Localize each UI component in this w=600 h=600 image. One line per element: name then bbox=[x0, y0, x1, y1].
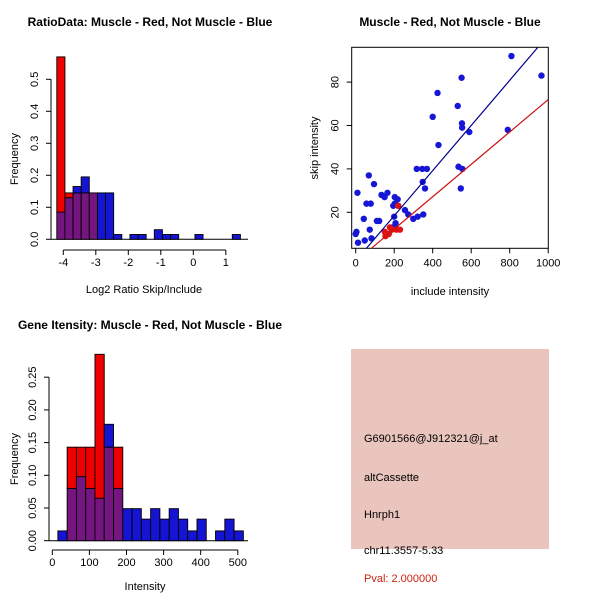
y-tick-label: 0.05 bbox=[27, 497, 39, 519]
x-tick-label: 1000 bbox=[535, 257, 561, 270]
y-tick-label: 0.10 bbox=[27, 464, 39, 487]
x-tick-label: 600 bbox=[462, 257, 481, 270]
x-tick-label: 1 bbox=[222, 257, 229, 269]
scatter-point-blue bbox=[361, 216, 367, 222]
histogram-bar-blue bbox=[97, 193, 105, 239]
x-tick-label: 100 bbox=[80, 557, 99, 569]
histogram-bar-overlap bbox=[65, 198, 73, 240]
histogram-bar-blue bbox=[130, 235, 138, 240]
histogram-bar-blue bbox=[178, 519, 187, 541]
scatter-point-blue bbox=[366, 172, 372, 178]
histogram-bar-overlap bbox=[73, 193, 81, 239]
gene-intensity-histogram-title: Gene Itensity: Muscle - Red, Not Muscle - Blue bbox=[17, 318, 283, 332]
histogram-bar-blue bbox=[197, 519, 206, 541]
gene-intensity-histogram-plot bbox=[0, 300, 300, 600]
x-tick-label: 400 bbox=[191, 557, 210, 569]
location-text: chr11.3557-5.33 bbox=[364, 545, 444, 557]
x-tick-label: -3 bbox=[90, 257, 101, 269]
scatter-point-blue bbox=[538, 72, 544, 78]
y-tick-label: 0.5 bbox=[29, 71, 41, 87]
intensity-scatter-ylabel: skip intensity bbox=[309, 116, 321, 180]
histogram-bar-red bbox=[65, 193, 73, 198]
histogram-bar-blue bbox=[151, 509, 160, 541]
histogram-bar-blue bbox=[141, 519, 150, 541]
histogram-bar-overlap bbox=[67, 488, 76, 540]
x-tick-label: -2 bbox=[123, 257, 134, 269]
x-tick-label: 200 bbox=[117, 557, 136, 569]
scatter-point-blue bbox=[424, 166, 430, 172]
histogram-bar-overlap bbox=[76, 477, 85, 541]
ratio-histogram-xlabel: Log2 Ratio Skip/Include bbox=[85, 284, 203, 296]
histogram-bar-blue bbox=[216, 531, 225, 541]
histogram-bar-blue bbox=[114, 235, 122, 240]
histogram-bar-red bbox=[86, 447, 95, 488]
scatter-point-blue bbox=[422, 185, 428, 191]
scatter-point-blue bbox=[354, 190, 360, 196]
scatter-point-blue bbox=[414, 166, 420, 172]
histogram-bar-overlap bbox=[104, 447, 113, 541]
histogram-bar-red bbox=[76, 447, 85, 476]
y-tick-label: 40 bbox=[329, 162, 342, 176]
histogram-bar-overlap bbox=[89, 193, 97, 239]
histogram-bar-red bbox=[57, 57, 65, 212]
scatter-point-blue bbox=[362, 237, 368, 243]
histogram-bar-blue bbox=[123, 509, 132, 541]
scatter-point-blue bbox=[458, 185, 464, 191]
scatter-point-blue bbox=[367, 226, 373, 232]
histogram-bar-blue bbox=[154, 230, 162, 240]
scatter-point-blue bbox=[455, 103, 461, 109]
histogram-bar-red bbox=[67, 447, 76, 488]
y-tick-label: 0.2 bbox=[29, 167, 41, 183]
gene-info-box bbox=[351, 349, 549, 585]
histogram-bar-overlap bbox=[81, 193, 89, 239]
histogram-bar-blue bbox=[171, 235, 179, 240]
scatter-point-blue bbox=[355, 239, 361, 245]
y-tick-label: 0.3 bbox=[29, 135, 41, 151]
scatter-point-red bbox=[387, 224, 393, 230]
event-type-text: altCassette bbox=[364, 472, 420, 484]
scatter-point-blue bbox=[353, 231, 359, 237]
scatter-point-blue bbox=[434, 90, 440, 96]
x-tick-label: 400 bbox=[423, 257, 442, 270]
scatter-point-blue bbox=[508, 53, 514, 59]
gene-name-text: Hnrph1 bbox=[364, 509, 401, 521]
histogram-bar-blue bbox=[162, 235, 170, 240]
ratio-histogram-title: RatioData: Muscle - Red, Not Muscle - Blue bbox=[27, 15, 273, 29]
y-tick-label: 0.20 bbox=[27, 399, 39, 421]
y-tick-label: 0.0 bbox=[29, 231, 41, 247]
intensity-scatter-xlabel: include intensity bbox=[410, 286, 490, 298]
plot-frame bbox=[352, 47, 549, 248]
ratio-histogram-ylabel: Frequency bbox=[9, 133, 21, 185]
histogram-bar-blue bbox=[132, 509, 141, 541]
scatter-point-blue bbox=[368, 200, 374, 206]
histogram-bar-blue bbox=[225, 519, 234, 541]
scatter-point-blue bbox=[414, 213, 420, 219]
histogram-bar-blue bbox=[232, 235, 240, 240]
histogram-bar-blue bbox=[81, 177, 89, 193]
histogram-bar-overlap bbox=[114, 488, 123, 540]
scatter-point-blue bbox=[371, 181, 377, 187]
y-tick-label: 0.15 bbox=[27, 431, 39, 454]
x-tick-label: 0 bbox=[352, 257, 359, 270]
scatter-point-blue bbox=[430, 114, 436, 120]
histogram-bar-blue bbox=[160, 519, 169, 541]
x-tick-label: 300 bbox=[154, 557, 173, 569]
x-tick-label: -1 bbox=[155, 257, 166, 269]
scatter-point-blue bbox=[435, 142, 441, 148]
gene-info-panel bbox=[300, 300, 600, 600]
ratio-histogram-plot bbox=[0, 0, 300, 300]
scatter-point-blue bbox=[459, 124, 465, 130]
x-tick-label: 500 bbox=[228, 557, 247, 569]
x-tick-label: 0 bbox=[190, 257, 197, 269]
scatter-point-blue bbox=[458, 75, 464, 81]
probe-id-text: G6901566@J912321@j_at bbox=[364, 433, 498, 445]
y-tick-label: 60 bbox=[329, 119, 342, 132]
y-tick-label: 0.1 bbox=[29, 199, 41, 215]
histogram-bar-overlap bbox=[86, 488, 95, 540]
x-tick-label: -4 bbox=[58, 257, 69, 269]
histogram-bar-blue bbox=[138, 235, 146, 240]
x-tick-label: 800 bbox=[500, 257, 519, 270]
gene-intensity-histogram-xlabel: Intensity bbox=[124, 581, 166, 593]
histogram-bar-red bbox=[114, 447, 123, 488]
scatter-point-blue bbox=[374, 218, 380, 224]
histogram-bar-red bbox=[95, 354, 104, 498]
histogram-bar-blue bbox=[234, 531, 243, 541]
histogram-bar-blue bbox=[58, 531, 67, 541]
histogram-bar-overlap bbox=[95, 498, 104, 541]
y-tick-label: 0.25 bbox=[27, 366, 39, 388]
y-tick-label: 80 bbox=[329, 75, 342, 89]
histogram-bar-blue bbox=[188, 531, 197, 541]
scatter-point-red bbox=[397, 226, 403, 232]
x-tick-label: 0 bbox=[49, 557, 56, 569]
scatter-point-blue bbox=[420, 211, 426, 217]
histogram-bar-blue bbox=[106, 193, 114, 239]
intensity-scatter-panel bbox=[300, 0, 600, 300]
histogram-bar-blue bbox=[104, 424, 113, 447]
histogram-bar-blue bbox=[169, 509, 178, 541]
x-tick-label: 200 bbox=[385, 257, 404, 270]
y-tick-label: 0.00 bbox=[27, 529, 39, 552]
intensity-scatter-title: Muscle - Red, Not Muscle - Blue bbox=[359, 15, 541, 29]
y-tick-label: 0.4 bbox=[29, 103, 41, 119]
y-tick-label: 20 bbox=[329, 206, 342, 219]
gene-intensity-histogram-ylabel: Frequency bbox=[9, 433, 21, 485]
scatter-point-blue bbox=[381, 194, 387, 200]
intensity-scatter-plot bbox=[300, 0, 600, 300]
ratio-histogram-panel bbox=[0, 0, 300, 300]
gene-intensity-histogram-panel bbox=[0, 300, 300, 600]
histogram-bar-blue bbox=[73, 187, 81, 193]
histogram-bar-blue bbox=[195, 235, 203, 240]
regression-line-blue bbox=[366, 47, 538, 249]
histogram-bar-overlap bbox=[57, 212, 65, 239]
pval-text: Pval: 2.000000 bbox=[364, 573, 438, 585]
